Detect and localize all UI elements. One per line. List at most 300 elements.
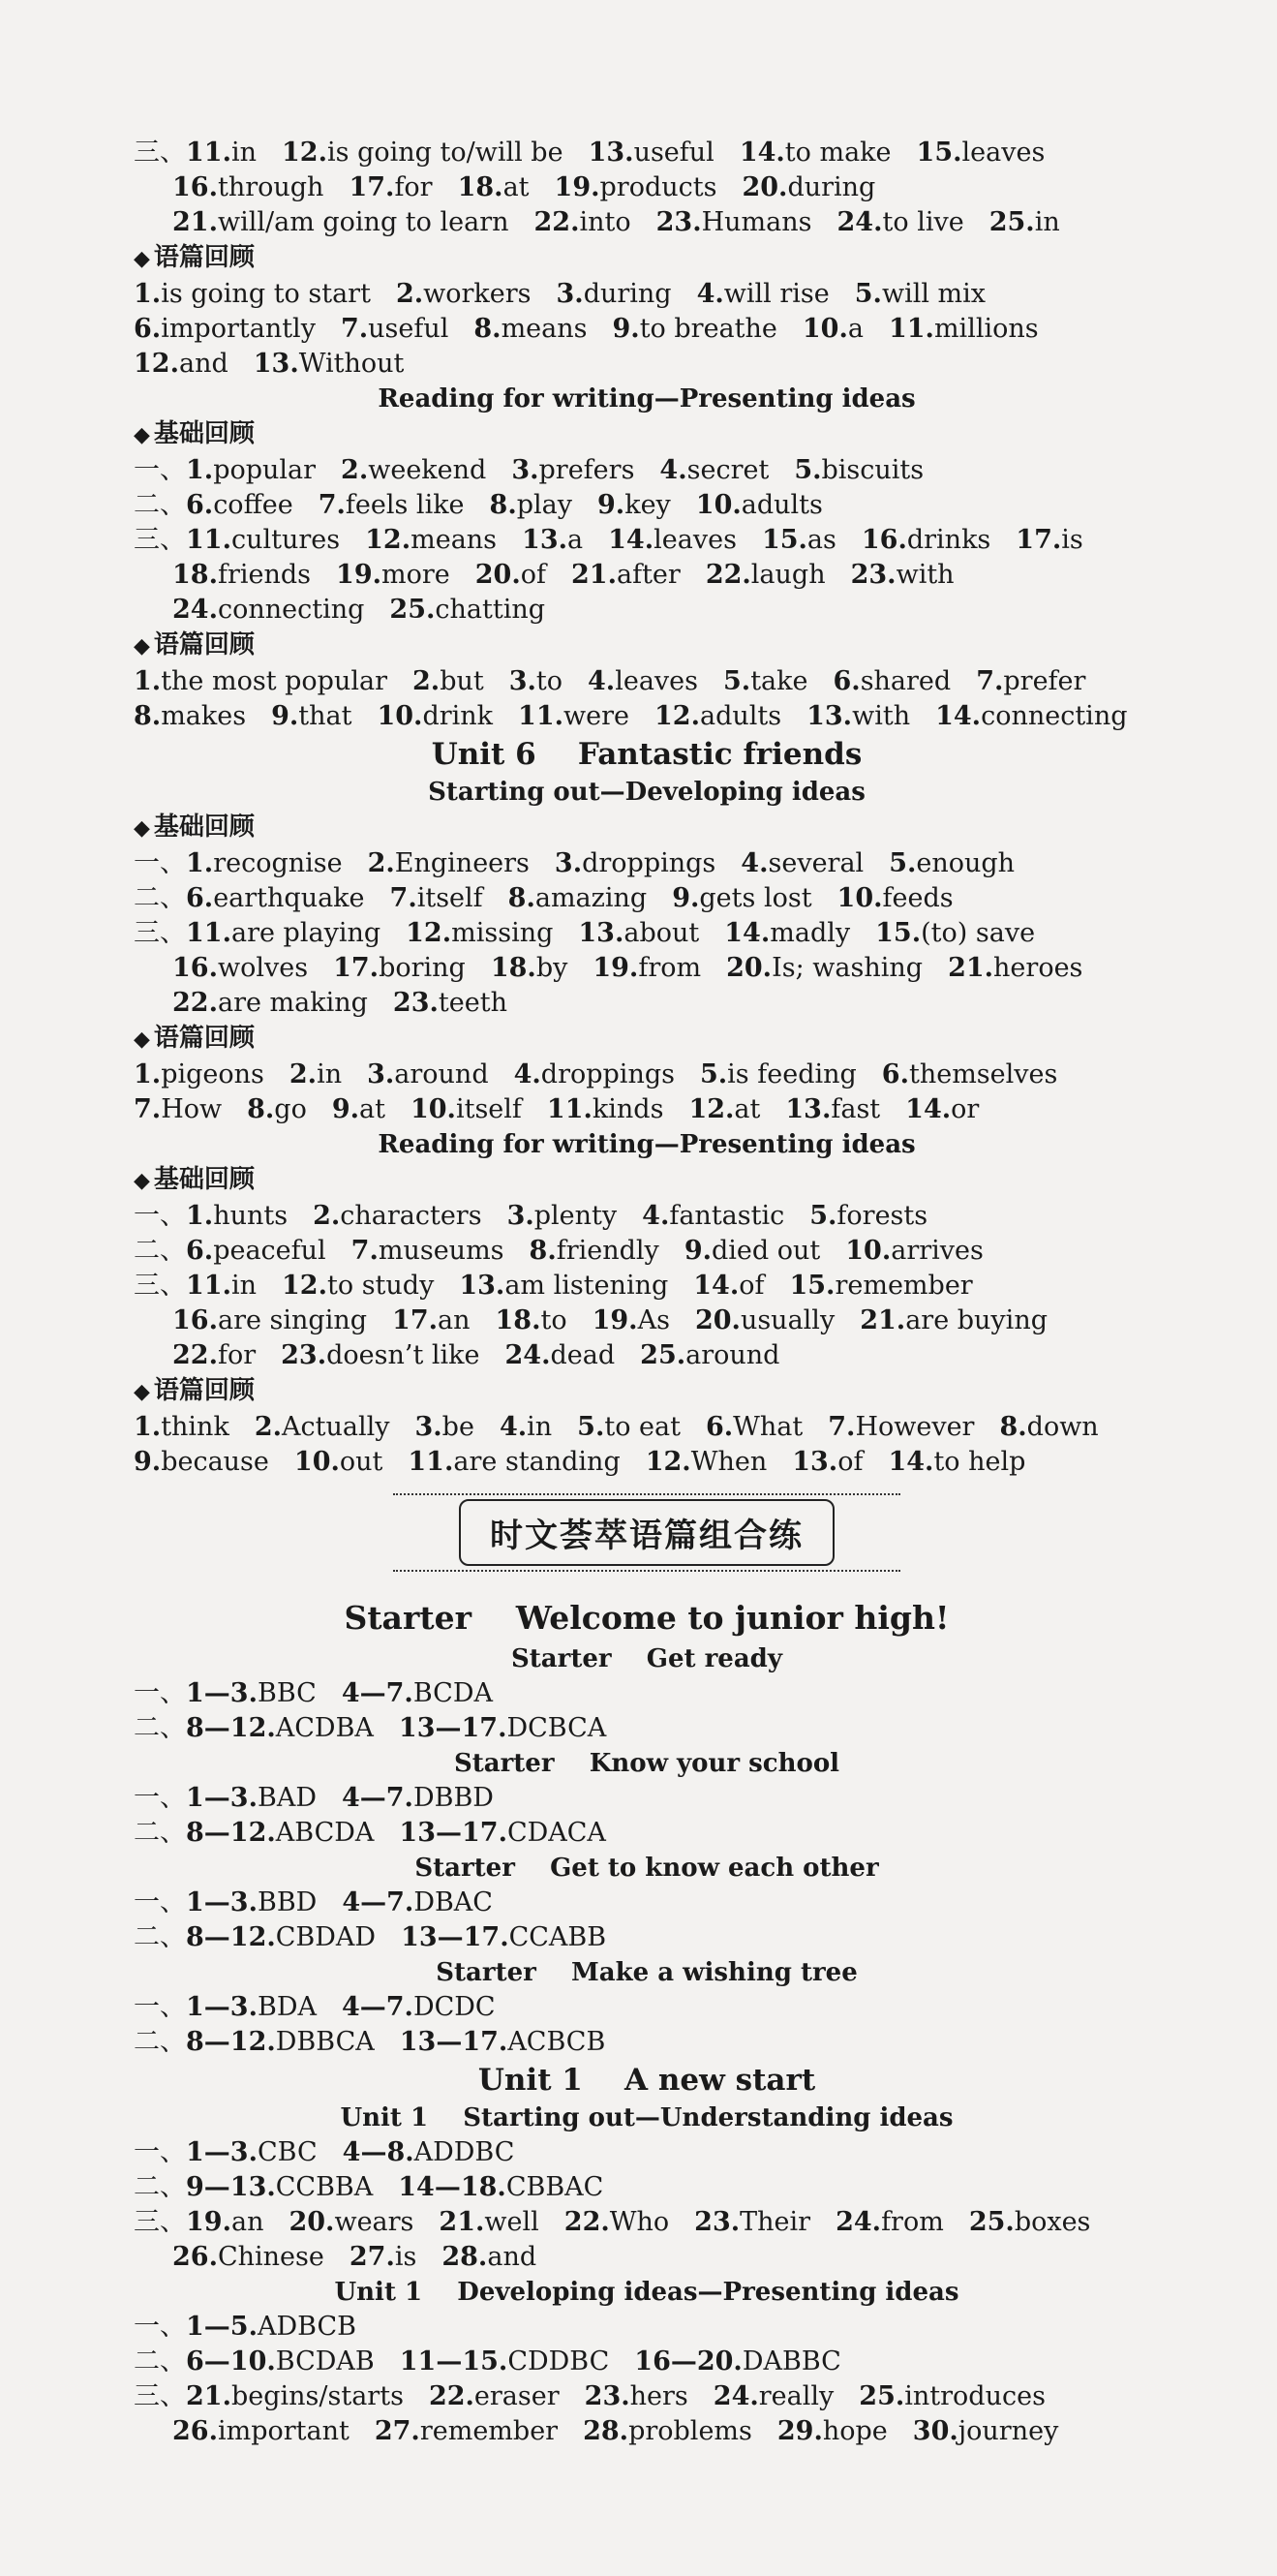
diamond-icon: ◆ (134, 423, 150, 447)
answer-item (803, 314, 864, 344)
answer-number: 12. (406, 918, 452, 948)
answer-text: from (881, 2207, 944, 2237)
answer-item (534, 207, 631, 237)
answer-number: 21. (948, 953, 994, 983)
answer-item (186, 848, 343, 878)
answer-number: 28. (441, 2242, 488, 2272)
answer-number: 13—17. (398, 1713, 507, 1743)
answer-text: means (410, 525, 498, 555)
answer-number: 4. (588, 666, 616, 696)
answer-number: 4. (642, 1201, 670, 1231)
answer-line (134, 312, 1160, 347)
answer-number: 30. (912, 2416, 958, 2446)
answer-text: usually (740, 1305, 836, 1335)
section-prefix: 一、 (134, 455, 186, 485)
answer-text: shared (860, 666, 952, 696)
answer-text: boring (379, 953, 466, 983)
answer-number: 24. (836, 207, 883, 237)
answer-number: 19. (593, 953, 639, 983)
answer-line (134, 881, 1160, 916)
answer-number: 19. (554, 172, 600, 202)
answer-item (389, 595, 545, 625)
answer-text: DBAC (413, 1887, 493, 1917)
answer-item (186, 1818, 374, 1848)
answer-number: 12. (365, 525, 411, 555)
answer-text: at (734, 1094, 761, 1124)
answer-text: well (484, 2207, 539, 2237)
answer-number: 14—18. (398, 2172, 506, 2202)
answer-item (429, 2381, 560, 2411)
answer-number: 20. (726, 953, 773, 983)
answer-number: 16. (172, 953, 218, 983)
answer-text: and (487, 2242, 537, 2272)
banner-wrap (134, 1499, 1160, 1566)
answer-item (333, 953, 466, 983)
answer-text: eraser (473, 2381, 560, 2411)
answer-text: ABCDA (275, 1818, 375, 1848)
answer-text: adults (741, 490, 823, 520)
answer-text: DBBCA (275, 2027, 375, 2057)
answer-item (319, 490, 465, 520)
answer-item (547, 1094, 664, 1124)
answer-text: ACDBA (275, 1713, 374, 1743)
answer-text: How (161, 1094, 223, 1124)
answer-item (342, 1783, 494, 1813)
answer-item (254, 349, 405, 379)
answer-item (247, 1094, 307, 1124)
section-prefix: 三、 (134, 2207, 186, 2237)
answer-number: 8—12. (186, 1922, 276, 1952)
answer-item (186, 2172, 373, 2202)
answer-item (186, 1713, 374, 1743)
answer-text: friends (217, 560, 312, 590)
lesson-title: Starter Know your school (453, 1749, 840, 1778)
section-prefix: 一、 (134, 848, 186, 878)
answer-text: leaves (961, 138, 1046, 168)
answer-line (134, 347, 1160, 382)
answer-number: 29. (776, 2416, 823, 2446)
answer-text: DABBC (742, 2346, 841, 2377)
answer-item (172, 1340, 256, 1370)
answer-item (634, 2346, 841, 2377)
answer-number: 16. (172, 172, 218, 202)
answer-number: 8—12. (186, 2027, 276, 2057)
answer-line (134, 1338, 1160, 1373)
answer-number: 12. (688, 1094, 735, 1124)
answer-text: an (438, 1305, 471, 1335)
answer-text: am listening (504, 1271, 669, 1301)
answer-number: 4—7. (341, 1992, 413, 2022)
answer-number: 8. (489, 490, 517, 520)
answer-item (762, 525, 836, 555)
answer-item (396, 279, 532, 309)
answer-text: useful (368, 314, 449, 344)
answer-number: 14. (888, 1447, 934, 1477)
answer-item (706, 560, 826, 590)
answer-item (186, 138, 257, 168)
section-heading: ◆ 语篇回顾 (134, 1373, 1160, 1410)
answer-number: 4. (696, 279, 724, 309)
answer-number: 22. (533, 207, 580, 237)
lesson-title: Starting out—Developing ideas (428, 778, 866, 807)
answer-line (134, 2170, 1160, 2205)
answer-line (134, 846, 1160, 881)
answer-item (134, 349, 228, 379)
answer-item (186, 1236, 326, 1266)
answer-item (186, 2346, 375, 2377)
answer-text: kinds (592, 1094, 664, 1124)
answer-item (724, 918, 850, 948)
answer-text: is going to/will be (327, 138, 563, 168)
answer-text: madly (770, 918, 851, 948)
answer-number: 19. (186, 2207, 231, 2237)
answer-text: What (733, 1412, 804, 1442)
answer-number: 23. (584, 2381, 630, 2411)
answer-number: 24. (172, 595, 218, 625)
answer-line (134, 1990, 1160, 2025)
answer-line (134, 664, 1160, 699)
answer-number: 22. (563, 2207, 610, 2237)
answer-number: 1—3. (186, 1678, 258, 1708)
answer-number: 17. (333, 953, 380, 983)
answer-text: to eat (604, 1412, 681, 1442)
answer-number: 1. (186, 455, 214, 485)
answer-number: 2. (412, 666, 441, 696)
answer-item (377, 701, 493, 731)
answer-number: 20. (474, 560, 521, 590)
answer-line (134, 1303, 1160, 1338)
answer-text: itself (455, 1094, 522, 1124)
section-prefix: 二、 (134, 2027, 186, 2057)
answer-item (509, 666, 562, 696)
section-banner: 时文荟萃语篇组合练 (459, 1499, 835, 1566)
answer-item (706, 1412, 803, 1442)
answer-number: 15. (916, 138, 962, 168)
answer-number: 12. (282, 138, 327, 168)
answer-text: in (230, 138, 258, 168)
answer-item (589, 138, 715, 168)
answer-number: 10. (836, 883, 883, 913)
answer-number: 9. (684, 1236, 712, 1266)
answer-item (695, 1305, 835, 1335)
answer-line (134, 1445, 1160, 1480)
answer-text: earthquake (213, 883, 365, 913)
section-prefix: 二、 (134, 1922, 186, 1952)
answer-number: 8. (473, 314, 502, 344)
answer-item (889, 848, 1015, 878)
answer-text: to make (784, 138, 892, 168)
answer-text: in (230, 1271, 258, 1301)
answer-number: 21. (172, 207, 218, 237)
answer-text: during (583, 279, 672, 309)
answer-text: important (217, 2416, 350, 2446)
answer-item (289, 2207, 413, 2237)
answer-item (186, 455, 316, 485)
answer-text: an (230, 2207, 264, 2237)
answer-number: 13. (806, 701, 853, 731)
answer-number: 6—10. (186, 2346, 276, 2377)
answer-text: fantastic (669, 1201, 785, 1231)
answer-number: 17. (392, 1305, 439, 1335)
answer-number: 20. (289, 2207, 335, 2237)
section-prefix: 一、 (134, 1201, 186, 1231)
answer-number: 13. (578, 918, 624, 948)
answer-text: with (852, 701, 911, 731)
section-prefix: 三、 (134, 2381, 186, 2411)
answer-item (186, 525, 340, 555)
answer-text: from (638, 953, 702, 983)
section-heading: ◆ 基础回顾 (134, 1162, 1160, 1199)
section-heading: ◆ 语篇回顾 (134, 1021, 1160, 1058)
answer-number: 8—12. (186, 1818, 276, 1848)
answer-item (399, 1818, 606, 1848)
answer-text: products (599, 172, 717, 202)
answer-text: more (381, 560, 450, 590)
answer-text: be (441, 1412, 474, 1442)
answer-item (935, 701, 1127, 731)
answer-text: BBD (257, 1887, 318, 1917)
answer-text: doesn’t like (326, 1340, 480, 1370)
answer-item (845, 1236, 984, 1266)
answer-text: will mix (881, 279, 987, 309)
answer-number: 6. (833, 666, 861, 696)
answer-text: CBDAD (275, 1922, 377, 1952)
answer-item (282, 138, 563, 168)
answer-text: BCDA (412, 1678, 493, 1708)
answer-text: DCBCA (506, 1713, 607, 1743)
answer-text: are singing (217, 1305, 368, 1335)
answer-text: useful (633, 138, 715, 168)
answer-line (134, 986, 1160, 1021)
answer-item (365, 525, 497, 555)
answer-text: into (579, 207, 631, 237)
answer-line (134, 1410, 1160, 1445)
answer-item (341, 314, 448, 344)
answer-item (882, 1059, 1058, 1089)
answer-item (837, 207, 964, 237)
answer-item (888, 1447, 1025, 1477)
answer-text: in (527, 1412, 553, 1442)
answer-number: 12. (654, 701, 700, 731)
section-prefix: 一、 (134, 1783, 186, 1813)
answer-item (186, 490, 293, 520)
answer-text: or (951, 1094, 980, 1124)
answer-text: biscuits (821, 455, 925, 485)
answer-text: workers (423, 279, 532, 309)
answer-page (134, 136, 1160, 2449)
answer-text: the most popular (161, 666, 387, 696)
answer-text: ADDBC (413, 2137, 515, 2167)
answer-item (508, 883, 648, 913)
answer-item (613, 314, 777, 344)
answer-text: are buying (905, 1305, 1048, 1335)
answer-line (134, 170, 1160, 205)
answer-number: 13. (785, 1094, 832, 1124)
answer-item (583, 2416, 752, 2446)
answer-number: 22. (172, 988, 218, 1018)
answer-text: go (274, 1094, 307, 1124)
answer-text: leaves (654, 525, 737, 555)
answer-text: to breathe (639, 314, 777, 344)
answer-item (577, 1412, 681, 1442)
answer-text: characters (340, 1201, 482, 1231)
answer-item (186, 918, 380, 948)
answer-text: think (161, 1412, 229, 1442)
section-prefix: 三、 (134, 525, 186, 555)
answer-text: enough (916, 848, 1016, 878)
answer-text: after (616, 560, 681, 590)
answer-number: 15. (875, 918, 922, 948)
answer-item (564, 2207, 669, 2237)
answer-item (332, 1094, 385, 1124)
answer-number: 3. (414, 1412, 442, 1442)
answer-number: 1—5. (186, 2312, 258, 2342)
answer-item (741, 848, 864, 878)
answer-text: in (317, 1059, 343, 1089)
answer-number: 9. (271, 701, 299, 731)
answer-item (794, 455, 924, 485)
answer-number: 3. (554, 848, 583, 878)
answer-item (172, 2416, 350, 2446)
answer-number: 11. (518, 701, 564, 731)
answer-item (507, 1201, 618, 1231)
answer-item (875, 918, 1035, 948)
section-prefix: 三、 (134, 138, 186, 168)
answer-item (859, 2381, 1046, 2411)
answer-number: 13—17. (399, 1818, 507, 1848)
answer-item (172, 988, 368, 1018)
answer-item (491, 953, 568, 983)
answer-item (976, 666, 1085, 696)
answer-line (134, 2025, 1160, 2060)
answer-number: 21. (186, 2381, 231, 2411)
answer-number: 18. (490, 953, 536, 983)
answer-text: ADBCB (257, 2312, 356, 2342)
answer-number: 21. (439, 2207, 485, 2237)
answer-number: 5. (577, 1412, 605, 1442)
answer-text: droppings (582, 848, 716, 878)
answer-number: 1. (186, 1201, 214, 1231)
answer-text: died out (712, 1236, 821, 1266)
answer-number: 17. (1016, 525, 1062, 555)
section-prefix: 二、 (134, 2346, 186, 2377)
answer-item (439, 2207, 538, 2237)
answer-number: 21. (860, 1305, 906, 1335)
answer-line (134, 1886, 1160, 1920)
answer-text: itself (416, 883, 483, 913)
answer-item (375, 2416, 558, 2446)
answer-text: feeds (882, 883, 954, 913)
answer-number: 1. (134, 279, 162, 309)
section-prefix: 三、 (134, 1271, 186, 1301)
answer-item (400, 2346, 610, 2377)
answer-number: 5. (854, 279, 882, 309)
answer-item (672, 883, 811, 913)
answer-text: importantly (161, 314, 316, 344)
section-heading: ◆ 基础回顾 (134, 810, 1160, 846)
answer-text: heroes (993, 953, 1083, 983)
answer-item (789, 1271, 972, 1301)
answer-text: leaves (615, 666, 699, 696)
answer-text: popular (213, 455, 317, 485)
answer-item (989, 207, 1060, 237)
answer-number: 9. (134, 1447, 162, 1477)
answer-item (578, 918, 699, 948)
answer-item (255, 1412, 390, 1442)
answer-text: are playing (230, 918, 381, 948)
answer-line (134, 558, 1160, 593)
answer-number: 18. (495, 1305, 541, 1335)
answer-item (186, 2381, 404, 2411)
answer-number: 5. (699, 1059, 728, 1089)
answer-item (530, 1236, 659, 1266)
answer-item (412, 666, 484, 696)
answer-item (837, 883, 954, 913)
answer-number: 11. (186, 1271, 231, 1301)
answer-number: 25. (640, 1340, 686, 1370)
answer-number: 10. (695, 490, 742, 520)
answer-item (834, 666, 952, 696)
answer-number: 16. (861, 525, 907, 555)
section-prefix: 一、 (134, 2137, 186, 2167)
answer-item (860, 1305, 1048, 1335)
answer-line (134, 205, 1160, 240)
answer-number: 1. (134, 1059, 162, 1089)
answer-item (186, 2312, 356, 2342)
answer-text: to (535, 666, 563, 696)
answer-item (999, 1412, 1098, 1442)
answer-number: 14. (739, 138, 785, 168)
section-heading: ◆ 语篇回顾 (134, 628, 1160, 664)
answer-number: 2. (367, 848, 395, 878)
answer-item (342, 1678, 493, 1708)
answer-text: However (855, 1412, 975, 1442)
answer-item (688, 1094, 760, 1124)
answer-number: 7. (318, 490, 346, 520)
answer-number: 22. (705, 560, 751, 590)
answer-text: hunts (213, 1201, 289, 1231)
answer-line (134, 2205, 1160, 2240)
answer-item (401, 1922, 606, 1952)
answer-text: and (178, 349, 228, 379)
answer-number: 10. (410, 1094, 456, 1124)
answer-number: 12. (134, 349, 179, 379)
answer-item (697, 279, 830, 309)
answer-number: 25. (859, 2381, 905, 2411)
answer-text: of (837, 1447, 864, 1477)
answer-text: CDACA (506, 1818, 606, 1848)
answer-number: 10. (802, 314, 848, 344)
answer-text: Is; washing (772, 953, 924, 983)
answer-text: drinks (906, 525, 991, 555)
answer-number: 16. (172, 1305, 218, 1335)
answer-number: 6. (134, 314, 162, 344)
answer-text: DBBD (412, 1783, 494, 1813)
answer-text: adults (699, 701, 782, 731)
answer-text: peaceful (213, 1236, 326, 1266)
answer-line (134, 488, 1160, 523)
answer-text: to (540, 1305, 567, 1335)
answer-line (134, 1234, 1160, 1269)
answer-number: 12. (282, 1271, 327, 1301)
answer-text: BBC (257, 1678, 317, 1708)
answer-number: 22. (172, 1340, 218, 1370)
answer-number: 23. (850, 560, 897, 590)
answer-line (134, 1199, 1160, 1234)
answer-item (134, 1447, 269, 1477)
answer-text: will/am going to learn (217, 207, 509, 237)
answer-text: (to) save (921, 918, 1036, 948)
